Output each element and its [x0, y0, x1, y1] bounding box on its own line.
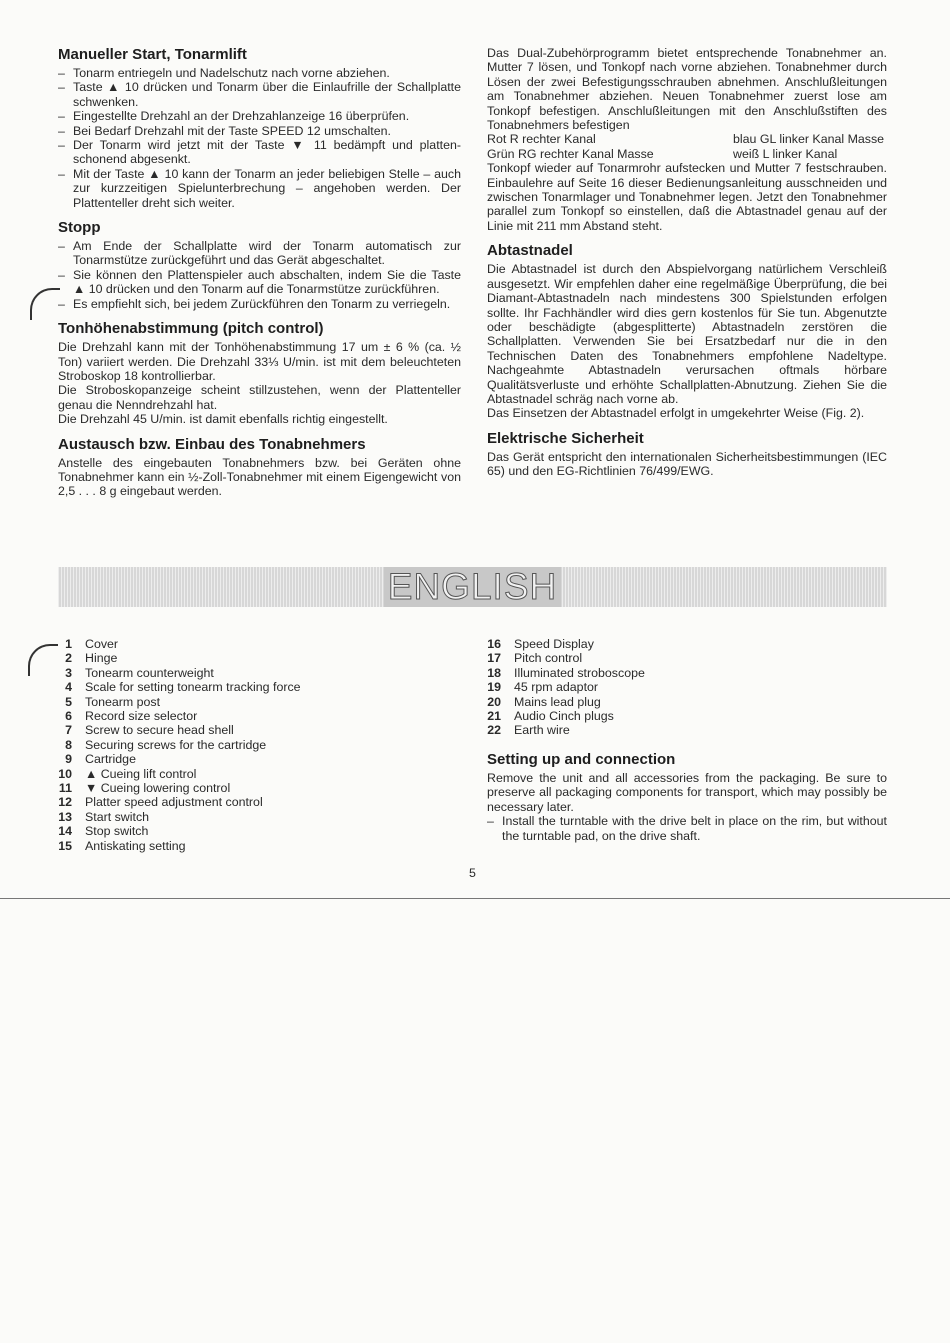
part-item — [58, 723, 418, 737]
part-label: Screw to secure head shell — [85, 723, 234, 738]
part-number: 20 — [487, 694, 501, 709]
paragraph: Das Dual-Zubehörprogramm bietet entsprechende Tonabnehmer an. Mutter 7 lösen, und Tonkopf nach vorne abziehen. Tonabnehmer durch Lösen der zwei Befestigungsschrauben abnehmen. Anschlußleitungen am Tonabnehmer abziehen. Neuen Tonabnehmer zuerst lose am Tonkopf befestigen. Anschlußleitungen mit den Anschlußstiften des Tonabnehmers befestigen — [487, 46, 887, 133]
part-label: Securing screws for the cartridge — [85, 737, 267, 752]
part-label: Tonearm counterweight — [85, 665, 214, 680]
part-number: 13 — [58, 809, 72, 824]
wire-label: weiß L linker Kanal — [733, 146, 838, 161]
paragraph: Das Einsetzen der Abtastnadel erfolgt in umgekehrter Weise (Fig. 2). — [487, 406, 865, 421]
part-number: 9 — [65, 752, 72, 767]
page-number: 5 — [469, 866, 476, 880]
part-number: 4 — [65, 680, 72, 695]
paragraph: Die Drehzahl 45 U/min. ist damit ebenfalls richtig eingestellt. — [58, 412, 388, 427]
part-label: Pitch control — [514, 651, 583, 666]
section-cartridge — [58, 436, 461, 499]
section-safety — [487, 430, 887, 479]
wire-row — [487, 147, 887, 161]
part-item — [58, 839, 418, 853]
parts-list-left — [58, 637, 418, 853]
paragraph: Die Drehzahl kann mit der Tonhöhenabstimmung 17 um ± 6 % (ca. ½ Ton) variiert werden. Die Drehzahl 33⅓ U/min. ist mit dem beleuchteten Stroboskop 18 kontrollierbar. — [58, 340, 461, 383]
part-number: 11 — [58, 781, 72, 796]
part-item — [58, 824, 418, 838]
part-number: 5 — [65, 694, 72, 709]
part-number: 2 — [65, 651, 72, 666]
section-heading: Abtastnadel — [487, 242, 573, 260]
part-item — [487, 709, 687, 723]
part-item — [487, 651, 687, 665]
wire-label: Rot R rechter Kanal — [487, 132, 596, 147]
part-label: Antiskating setting — [85, 838, 186, 853]
part-label: Mains lead plug — [514, 694, 601, 709]
part-label: 45 rpm adaptor — [514, 680, 599, 695]
part-item — [58, 752, 418, 766]
part-number: 17 — [487, 651, 501, 666]
paragraph: Die Stroboskopanzeige scheint stillzustehen, wenn der Plattenteller genau die Nenndrehzahl hat. — [58, 383, 461, 412]
list-item: – Der Tonarm wird jetzt mit der Taste ▼ 11 bedämpft und platten-schonend abgesenkt. — [58, 138, 461, 167]
part-number: 12 — [58, 795, 72, 810]
part-item — [58, 637, 418, 651]
part-number: 14 — [58, 824, 72, 839]
part-number: 18 — [487, 665, 501, 680]
part-item — [487, 680, 687, 694]
left-column — [58, 46, 461, 508]
part-label: Illuminated stroboscope — [514, 665, 645, 680]
wire-label: blau GL linker Kanal Masse — [733, 132, 885, 147]
part-label: Audio Cinch plugs — [514, 709, 614, 724]
part-label: Cartridge — [85, 752, 136, 767]
part-item — [487, 695, 687, 709]
language-banner — [58, 567, 887, 607]
part-item — [58, 651, 418, 665]
part-number: 10 — [58, 766, 72, 781]
part-item — [58, 810, 418, 824]
punch-hole-mark — [28, 644, 58, 676]
dash-list — [58, 66, 461, 210]
section-heading: Manueller Start, Tonarmlift — [58, 46, 247, 63]
part-item — [487, 723, 687, 737]
part-item — [58, 767, 418, 781]
part-item — [58, 680, 418, 694]
section-heading: Tonhöhenabstimmung (pitch control) — [58, 320, 324, 338]
wire-row — [487, 132, 887, 146]
part-item — [58, 781, 418, 795]
paragraph: Die Abtastnadel ist durch den Abspielvorgang natürlichem Verschleiß ausgesetzt. Wir empfehlen daher eine regelmäßige Überprüfung, die bei Diamant-Abtastnadeln nach mindestens 300 Spielstunden erfolgen sollte. Ihr Fachhändler wird dies gern kostenlos für Sie tun. Abgenutzte oder beschädigte (abgesplitterte) Abtastnadeln zerstören die Schallplatten. Verwenden Sie bei Ersatzbedarf nur die in den Technischen Daten des Tonabnehmers empfohlene Nadeltype. Nachgeahmte Abtastnadeln verursachen oftmals hörbare Qualitätsverluste und erhöhte Schallplatten-Abnutzung. Ziehen Sie die Abtastnadel schräg nach vorne ab. — [487, 262, 887, 406]
section-manual-start — [58, 46, 461, 210]
section-heading: Stopp — [58, 219, 101, 237]
paragraph: Remove the unit and all accessories from the packaging. Be sure to preserve all packaging components for transport, which may possibly be necessary later. — [487, 771, 887, 814]
part-number: 15 — [58, 838, 72, 853]
part-label: Record size selector — [85, 709, 198, 724]
part-number: 1 — [65, 637, 72, 651]
list-item: – Bei Bedarf Drehzahl mit der Taste SPEED 12 umschalten. — [58, 124, 461, 138]
page-edge-divider — [0, 898, 950, 899]
list-item: – Mit der Taste ▲ 10 kann der Tonarm an jeder beliebigen Stelle – auch zur kurzzeitigen Spielunterbrechung – angehoben werden. Der Plattenteller dreht sich weiter. — [58, 167, 461, 210]
part-item — [487, 666, 687, 680]
part-item — [58, 666, 418, 680]
section-heading: Setting up and connection — [487, 751, 676, 768]
list-item: – Tonarm entriegeln und Nadelschutz nach vorne abziehen. — [58, 66, 461, 80]
part-label: Stop switch — [85, 824, 149, 839]
section-setup — [487, 751, 887, 843]
part-label: Cover — [85, 637, 119, 651]
part-label: Speed Display — [514, 637, 594, 651]
part-label: Scale for setting tonearm tracking force — [85, 680, 301, 695]
section-stop — [58, 219, 461, 311]
part-label: ▼ Cueing lowering control — [85, 781, 231, 796]
part-number: 6 — [65, 709, 72, 724]
banner-title: ENGLISH — [384, 567, 561, 607]
part-number: 16 — [487, 637, 501, 651]
part-label: Earth wire — [514, 723, 570, 738]
list-item: – Am Ende der Schallplatte wird der Tonarm automatisch zur Tonarmstütze zurückgeführt und das Gerät abgeschaltet. — [58, 239, 461, 268]
section-cartridge-continued — [487, 46, 887, 233]
dash-list — [58, 239, 461, 311]
paragraph: Das Gerät entspricht den internationalen Sicherheitsbestimmungen (IEC 65) und den EG-Richtlinien 76/499/EWG. — [487, 449, 887, 479]
part-label: Start switch — [85, 809, 150, 824]
list-item: – Es empfiehlt sich, bei jedem Zurückführen den Tonarm zu verriegeln. — [58, 297, 461, 311]
part-label: Tonearm post — [85, 694, 161, 709]
part-label: Platter speed adjustment control — [85, 795, 263, 810]
part-item — [58, 695, 418, 709]
part-number: 19 — [487, 680, 501, 695]
right-column — [487, 46, 887, 488]
part-number: 8 — [65, 737, 72, 752]
section-heading: Austausch bzw. Einbau des Tonabnehmers — [58, 435, 366, 453]
part-number: 22 — [487, 723, 501, 738]
list-item: – Eingestellte Drehzahl an der Drehzahlanzeige 16 überprüfen. — [58, 109, 461, 123]
part-item — [487, 637, 687, 651]
paragraph: Anstelle des eingebauten Tonabnehmers bzw. bei Geräten ohne Tonabnehmer kann ein ½-Zoll-Tonabnehmer mit einem Eigengewicht von 2,5 . . . 8 g eingebaut werden. — [58, 455, 461, 499]
punch-hole-mark — [30, 288, 60, 320]
part-item — [58, 795, 418, 809]
wire-label: Grün RG rechter Kanal Masse — [487, 146, 654, 161]
parts-list-right — [487, 637, 687, 738]
section-pitch — [58, 320, 461, 426]
section-heading: Elektrische Sicherheit — [487, 429, 644, 447]
part-label: ▲ Cueing lift control — [85, 766, 197, 781]
dash-list — [487, 814, 887, 843]
list-item: – Taste ▲ 10 drücken und Tonarm über die Einlaufrille der Schallplatte schwenken. — [58, 80, 461, 109]
part-item — [58, 738, 418, 752]
paragraph: Tonkopf wieder auf Tonarmrohr aufstecken und Mutter 7 festschrauben. Einbaulehre auf Seite 16 dieser Bedienungsanleitung ausschneiden und zwischen Tonarmlager und Tonabnehmer legen. Jetzt den Tonabnehmer parallel zum Tonkopf so einstellen, daß die Abtastnadel genau auf der Linie mit 211 mm Abstand steht. — [487, 161, 887, 233]
part-number: 7 — [65, 723, 72, 738]
part-number: 21 — [487, 709, 501, 724]
list-item: – Install the turntable with the drive belt in place on the rim, but without the turntable pad, on the drive shaft. — [487, 814, 887, 843]
part-number: 3 — [65, 665, 72, 680]
section-stylus — [487, 242, 887, 420]
list-item: – Sie können den Plattenspieler auch abschalten, indem Sie die Taste ▲ 10 drücken und den Tonarm auf die Tonarmstütze zurückführen. — [58, 268, 461, 297]
part-label: Hinge — [85, 651, 118, 666]
part-item — [58, 709, 418, 723]
